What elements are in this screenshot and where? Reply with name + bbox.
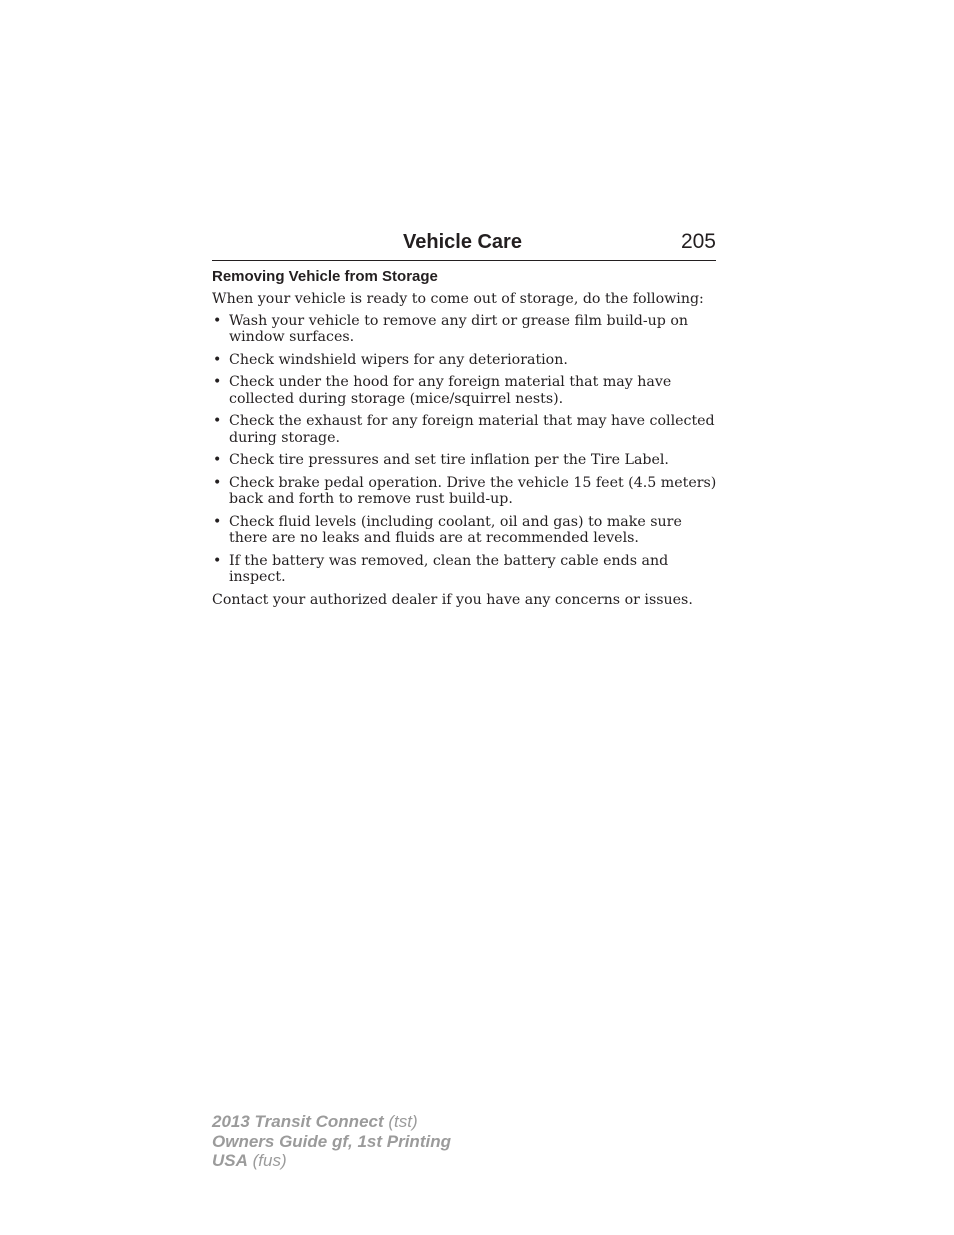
list-item-text: Check tire pressures and set tire inflation per the Tire Label. bbox=[229, 452, 669, 468]
intro-paragraph: When your vehicle is ready to come out of storage, do the following: bbox=[212, 291, 704, 307]
footer-guide-edition: Owners Guide gf, 1st Printing bbox=[212, 1131, 451, 1151]
list-item-text: Wash your vehicle to remove any dirt or grease film build-up on window surfaces. bbox=[229, 312, 689, 345]
list-item-text: Check brake pedal operation. Drive the vehicle 15 feet (4.5 meters) back and forth to remove rust build-up. bbox=[229, 474, 717, 507]
bullet-icon: • bbox=[213, 351, 222, 368]
closing-paragraph: Contact your authorized dealer if you have any concerns or issues. bbox=[212, 591, 693, 608]
bullet-icon: • bbox=[213, 374, 222, 390]
footer-model-code: (tst) bbox=[388, 1112, 418, 1131]
footer-line-guide bbox=[212, 1132, 451, 1152]
page-number: 205 bbox=[680, 230, 716, 253]
list-item-text: Check the exhaust for any foreign material that may have collected during storage. bbox=[229, 413, 715, 446]
list-item bbox=[212, 413, 722, 446]
page-header bbox=[212, 228, 716, 261]
page-content bbox=[212, 268, 722, 613]
list-item-text: If the battery was removed, clean the battery cable ends and inspect. bbox=[229, 552, 669, 585]
list-item bbox=[212, 452, 722, 469]
subheading: Removing Vehicle from Storage bbox=[212, 268, 438, 285]
footer-market: USA bbox=[212, 1151, 248, 1170]
footer-model-name: 2013 Transit Connect bbox=[212, 1112, 384, 1131]
bullet-icon: • bbox=[213, 452, 222, 468]
list-item bbox=[212, 313, 722, 346]
list-item-text: Check fluid levels (including coolant, oil and gas) to make sure there are no leaks and fluids are at recommended levels. bbox=[229, 513, 682, 546]
list-item bbox=[212, 475, 722, 508]
bullet-icon: • bbox=[213, 312, 222, 329]
footer-market-code: (fus) bbox=[252, 1151, 287, 1170]
list-item bbox=[212, 352, 722, 369]
list-item bbox=[212, 374, 722, 407]
bullet-icon: • bbox=[213, 413, 222, 429]
print-footer bbox=[212, 1112, 451, 1171]
bullet-icon: • bbox=[213, 474, 222, 491]
bullet-icon: • bbox=[213, 513, 222, 530]
bullet-icon: • bbox=[213, 552, 222, 569]
list-item-text: Check windshield wipers for any deterioration. bbox=[229, 351, 568, 368]
section-title: Vehicle Care bbox=[403, 231, 522, 253]
list-item bbox=[212, 553, 722, 586]
footer-line-market bbox=[212, 1151, 451, 1171]
list-item bbox=[212, 514, 722, 547]
list-item-text: Check under the hood for any foreign material that may have collected during storage (mice/squirrel nests). bbox=[229, 374, 672, 407]
checklist bbox=[212, 313, 722, 586]
footer-line-model bbox=[212, 1112, 451, 1132]
